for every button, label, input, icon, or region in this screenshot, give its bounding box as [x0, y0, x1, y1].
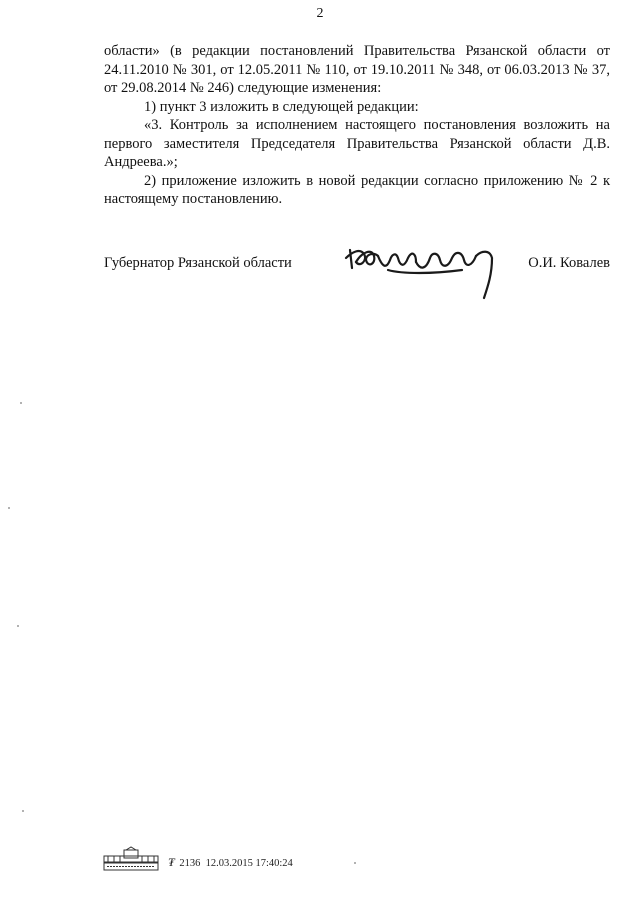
scan-speck	[354, 862, 356, 864]
scan-speck	[8, 507, 10, 509]
scan-speck	[22, 810, 24, 812]
registration-timestamp: 12.03.2015 17:40:24	[205, 858, 293, 869]
building-emblem-icon	[102, 846, 160, 872]
signature-block	[104, 255, 610, 315]
signatory-title: Губернатор Рязанской области	[104, 255, 292, 271]
document-body	[104, 42, 610, 209]
handwritten-signature	[342, 240, 502, 304]
paragraph-item-3-text: «3. Контроль за исполнением настоящего постановления возложить на первого заместителя Председателя Правительства Рязанской области Д.В. Андреева.»;	[104, 117, 610, 170]
scan-speck	[20, 402, 22, 404]
registration-stamp	[168, 855, 293, 870]
signatory-name: О.И. Ковалев	[528, 255, 610, 271]
scan-speck	[17, 625, 19, 627]
paragraph-amendment-intro: области» (в редакции постановлений Правительства Рязанской области от 24.11.2010 № 301, от 12.05.2011 № 110, от 19.10.2011 № 348, от 06.03.2013 № 37, от 29.08.2014 № 246) следующие изменения:	[104, 43, 610, 96]
paragraph-item-1: 1) пункт 3 изложить в следующей редакции:	[144, 98, 419, 115]
registration-footer	[102, 846, 342, 874]
registration-mark: ₮	[168, 855, 175, 869]
registration-number: 2136	[179, 858, 201, 869]
page-number: 2	[316, 6, 324, 21]
paragraph-item-2: 2) приложение изложить в новой редакции согласно приложению № 2 к настоящему постановлению.	[104, 172, 610, 207]
